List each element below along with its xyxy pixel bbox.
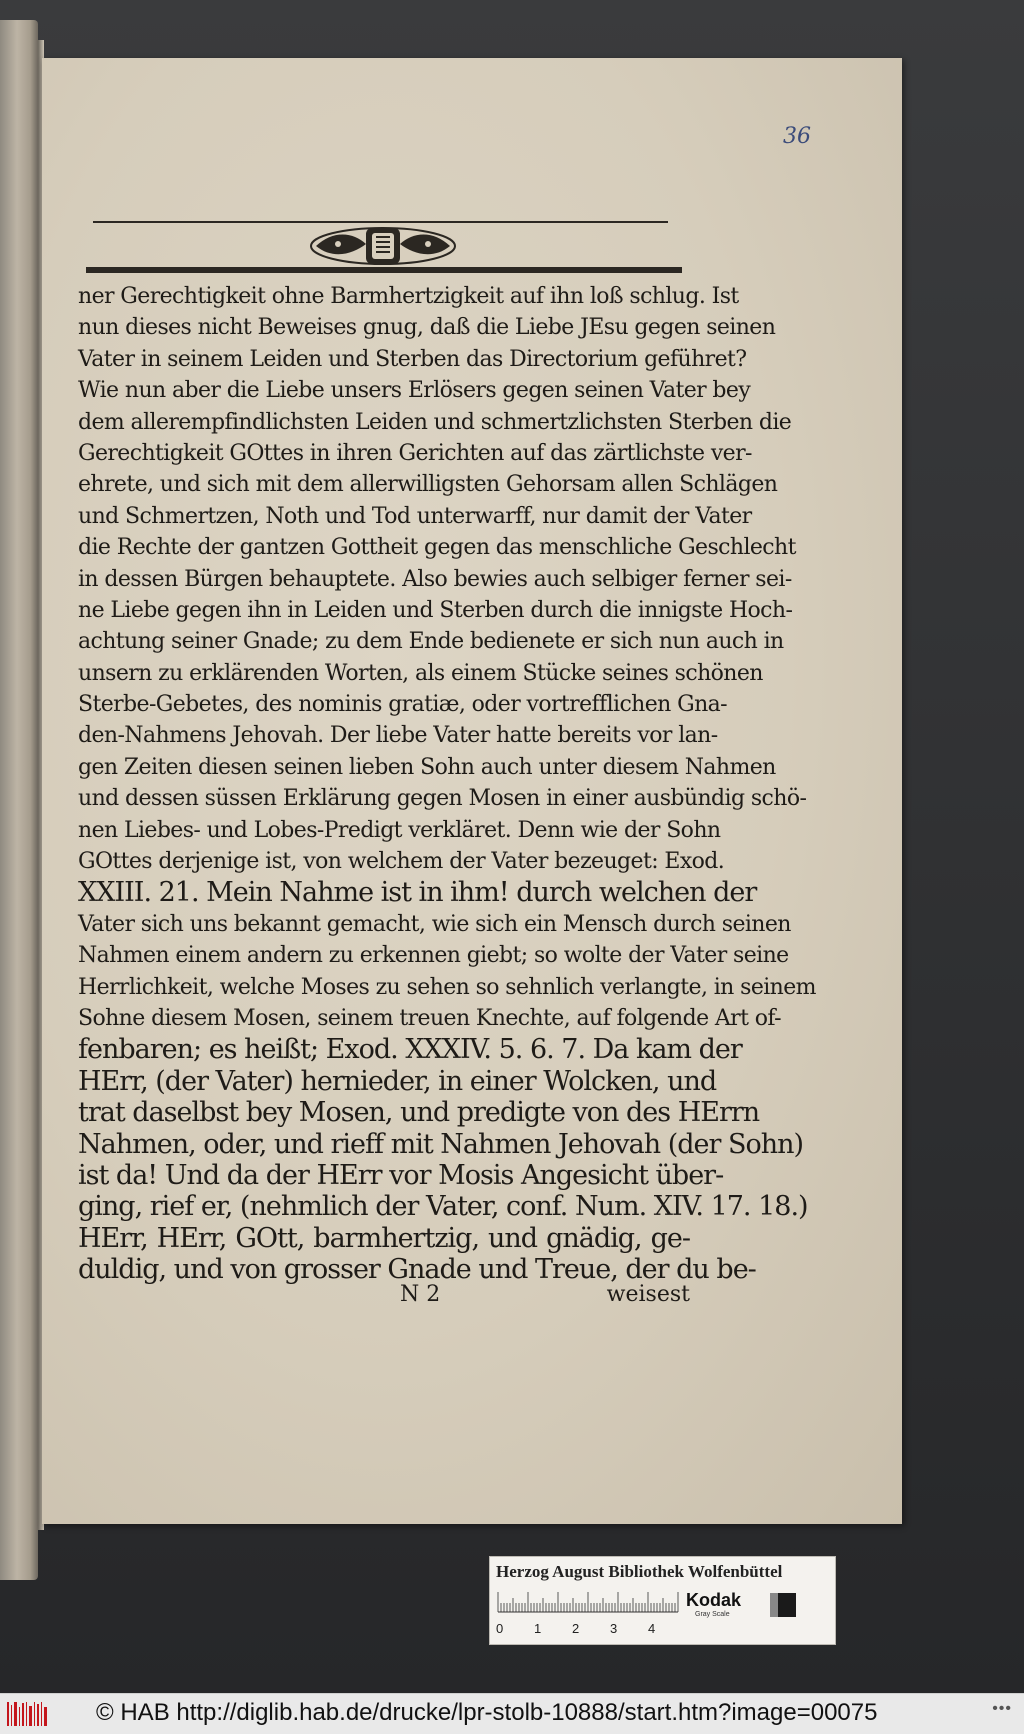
text-line: und Schmertzen, Noth und Tod unterwarff, nur damit der Vater <box>78 503 752 529</box>
scale-number: 0 <box>496 1621 504 1636</box>
scale-number: 1 <box>534 1621 542 1636</box>
text-line: achtung seiner Gnade; zu dem Ende bedienete er sich nun auch in <box>78 629 784 655</box>
text-line: Wie nun aber die Liebe unsers Erlösers gegen seinen Vater bey <box>78 378 751 404</box>
text-line: ner Gerechtigkeit ohne Barmhertzigkeit auf ihn loß schlug. Ist <box>78 284 739 309</box>
card-subtitle: Gray Scale <box>695 1611 730 1618</box>
text-line: ne Liebe gegen ihn in Leiden und Sterben durch die innigste Hoch- <box>78 597 793 623</box>
text-line: GOttes derjenige ist, von welchem der Vater bezeuget: Exod. <box>78 849 725 875</box>
text-line: gen Zeiten diesen seinen lieben Sohn auch unter diesem Nahmen <box>78 754 776 780</box>
scale-number: 2 <box>572 1621 580 1636</box>
gray-swatch <box>770 1593 796 1617</box>
text-line: unsern zu erklärenden Worten, als einem Stücke seines schönen <box>78 660 763 686</box>
book-edge <box>0 20 38 1580</box>
text-line: nen Liebes- und Lobes-Predigt verkläret. Denn wie der Sohn <box>78 817 721 843</box>
signature-mark: N 2 <box>400 1282 441 1307</box>
ellipsis-icon[interactable]: ••• <box>992 1700 1012 1717</box>
ornament-icon <box>308 222 458 270</box>
card-title: Herzog August Bibliothek Wolfenbüttel <box>496 1562 783 1581</box>
text-line: und dessen süssen Erklärung gegen Mosen in einer ausbündig schö- <box>78 786 807 812</box>
text-line: nun dieses nicht Beweises gnug, daß die Liebe JEsu gegen seinen <box>78 315 776 341</box>
scale-number: 3 <box>610 1621 618 1636</box>
text-block <box>78 281 816 1286</box>
text-line: HErr, HErr, GOtt, barmhertzig, und gnädig, ge- <box>78 1222 690 1254</box>
text-line: dem allerempfindlichsten Leiden und schmertzlichsten Sterben die <box>78 409 792 435</box>
status-bar <box>0 1693 1024 1734</box>
text-line: ist da! Und da der HErr vor Mosis Angesicht über- <box>78 1159 724 1191</box>
page-number: 36 <box>783 124 811 149</box>
text-line: Nahmen, oder, und rieff mit Nahmen Jehovah (der Sohn) <box>78 1128 804 1160</box>
text-line: HErr, (der Vater) hernieder, in einer Wolcken, und <box>78 1065 717 1097</box>
catchword: weisest <box>606 1282 690 1307</box>
text-line: den-Nahmens Jehovah. Der liebe Vater hatte bereits vor lan- <box>78 723 718 749</box>
text-line: Sterbe-Gebetes, des nominis gratiæ, oder vortrefflichen Gna- <box>78 692 728 718</box>
text-line: XXIII. 21. Mein Nahme ist in ihm! durch welchen der <box>78 877 757 909</box>
page-footer <box>78 1282 690 1312</box>
source-url[interactable]: © HAB http://diglib.hab.de/drucke/lpr-stolb-10888/start.htm?image=00075 <box>96 1699 878 1726</box>
text-line: Vater sich uns bekannt gemacht, wie sich ein Mensch durch seinen <box>78 911 791 937</box>
text-line: in dessen Bürgen behauptete. Also bewies auch selbiger ferner sei- <box>78 566 792 592</box>
scale-number: 4 <box>648 1621 656 1636</box>
header-rule-bottom <box>86 267 682 273</box>
text-line: Nahmen einem andern zu erkennen giebt; so wolte der Vater seine <box>78 943 789 969</box>
text-line: duldig, und von grosser Gnade und Treue, der du be- <box>78 1254 756 1286</box>
text-line: fenbaren; es heißt; Exod. XXXIV. 5. 6. 7. Da kam der <box>78 1034 742 1066</box>
text-line: Gerechtigkeit GOttes in ihren Gerichten auf das zärtlichste ver- <box>78 440 752 466</box>
card-brand: Kodak <box>686 1590 742 1610</box>
text-line: Vater in seinem Leiden und Sterben das Directorium geführet? <box>78 346 747 372</box>
text-line: ehrete, und sich mit dem allerwilligsten Gehorsam allen Schlägen <box>78 472 778 498</box>
text-line: ging, rief er, (nehmlich der Vater, conf. Num. XIV. 17. 18.) <box>78 1191 808 1223</box>
color-calibration-card <box>489 1556 836 1645</box>
text-line: Sohne diesem Mosen, seinem treuen Knechte, auf folgende Art of- <box>78 1005 781 1031</box>
hab-barcode-logo-icon[interactable] <box>6 1701 48 1727</box>
text-line: Herrlichkeit, welche Moses zu sehen so sehnlich verlangte, in seinem <box>78 974 816 1000</box>
ruler-icon <box>498 1591 678 1613</box>
text-line: trat daselbst bey Mosen, und predigte von des HErrn <box>78 1097 760 1129</box>
text-line: die Rechte der gantzen Gottheit gegen das menschliche Geschlecht <box>78 535 796 561</box>
